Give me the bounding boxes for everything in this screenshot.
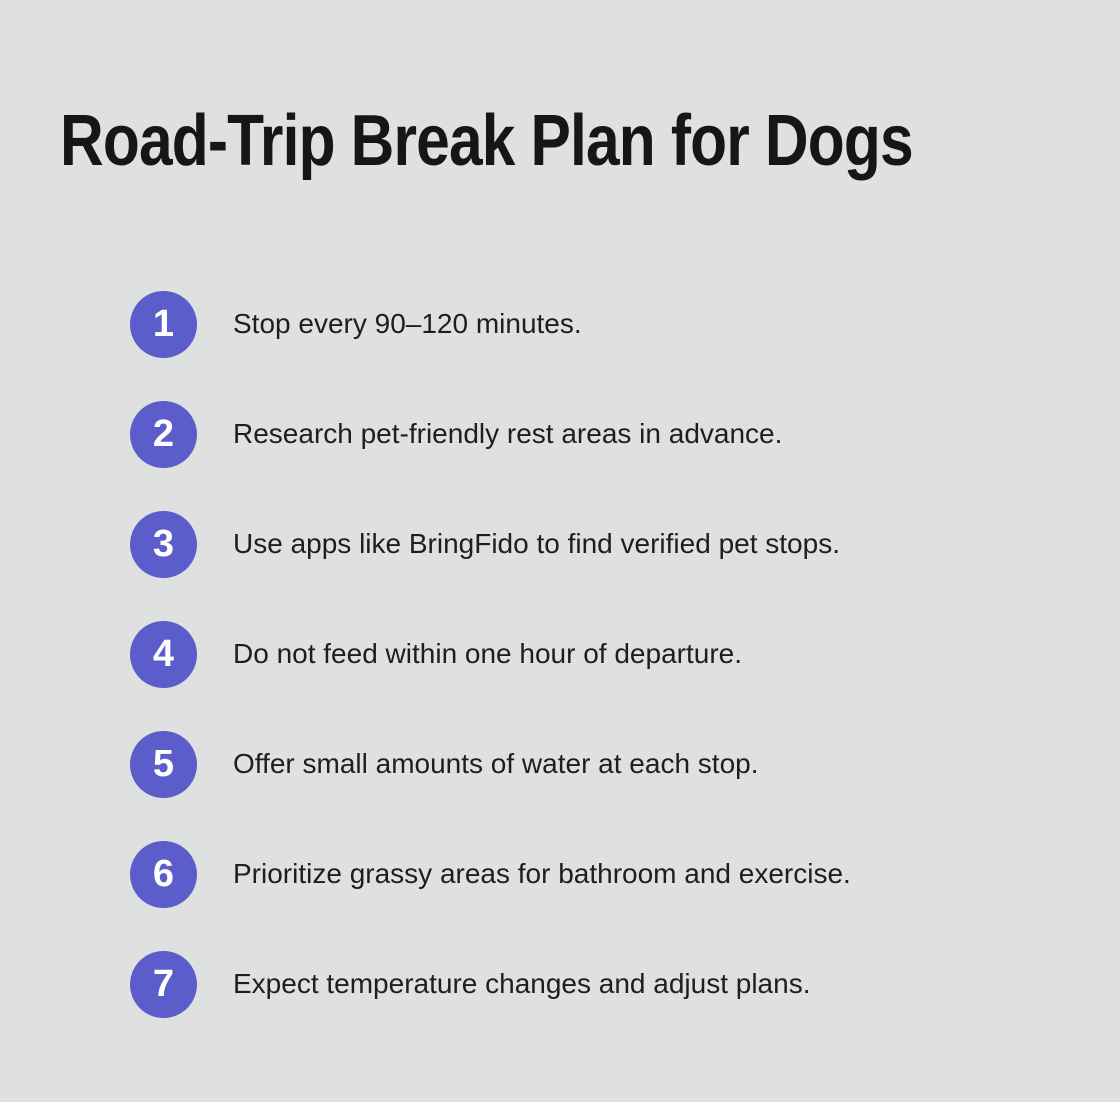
step-number-badge: 2 xyxy=(130,401,197,468)
list-item xyxy=(130,401,1120,468)
step-number-badge: 1 xyxy=(130,291,197,358)
step-text: Do not feed within one hour of departure. xyxy=(233,638,743,670)
list-item xyxy=(130,511,1120,578)
step-number-badge: 6 xyxy=(130,841,197,908)
step-text: Research pet-friendly rest areas in advance. xyxy=(233,418,783,450)
step-number-badge: 3 xyxy=(130,511,197,578)
list-item xyxy=(130,621,1120,688)
step-text: Use apps like BringFido to find verified pet stops. xyxy=(233,528,840,560)
list-item xyxy=(130,731,1120,798)
step-text: Expect temperature changes and adjust plans. xyxy=(233,968,811,1000)
steps-list xyxy=(130,291,1120,1018)
step-number-badge: 5 xyxy=(130,731,197,798)
step-number-badge: 4 xyxy=(130,621,197,688)
step-text: Prioritize grassy areas for bathroom and exercise. xyxy=(233,858,851,890)
page-title: Road-Trip Break Plan for Dogs xyxy=(60,101,913,181)
step-text: Stop every 90–120 minutes. xyxy=(233,308,582,340)
list-item xyxy=(130,841,1120,908)
list-item xyxy=(130,951,1120,1018)
list-item xyxy=(130,291,1120,358)
step-number-badge: 7 xyxy=(130,951,197,1018)
step-text: Offer small amounts of water at each stop. xyxy=(233,748,759,780)
